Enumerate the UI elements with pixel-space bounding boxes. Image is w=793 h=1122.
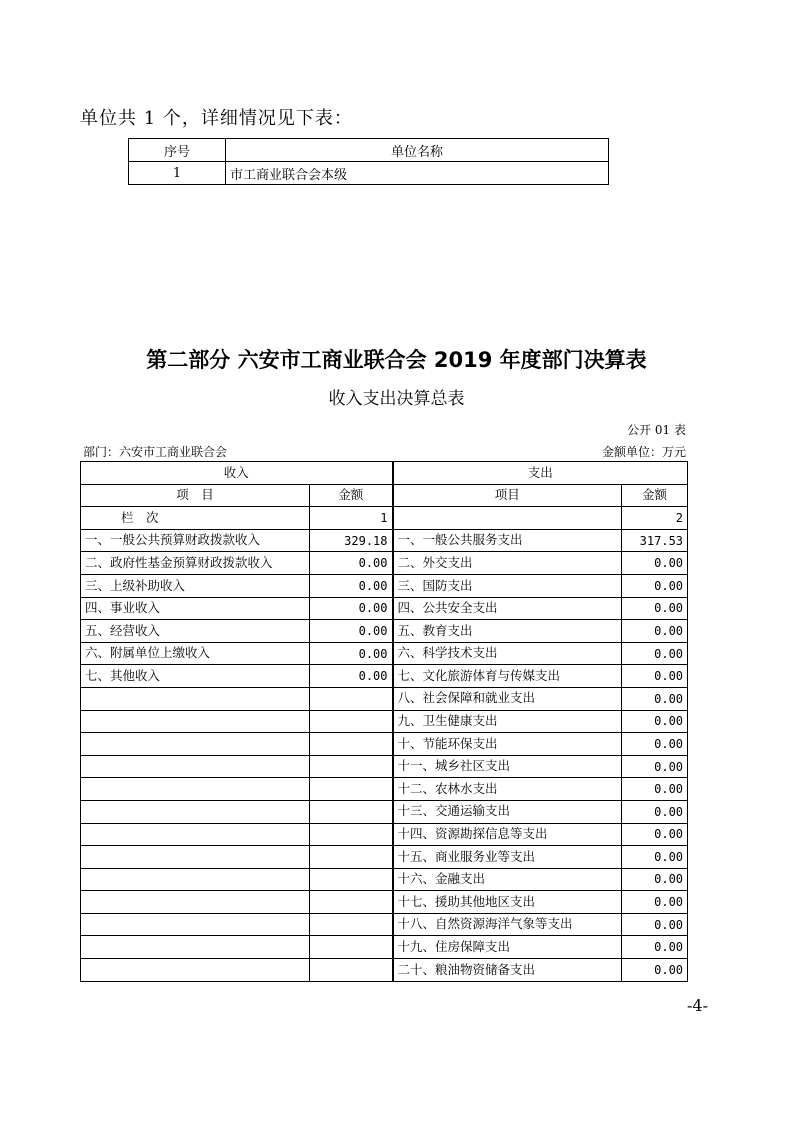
budget-row (81, 778, 688, 801)
income-amount-cell (310, 913, 393, 936)
income-item-cell (81, 823, 310, 846)
unit-index-header: 序号 (129, 139, 226, 162)
column-number-label: 栏 次 (81, 507, 310, 530)
expense-amount-cell: 0.00 (622, 755, 688, 778)
expense-item-cell: 十六、金融支出 (393, 868, 622, 891)
budget-row (81, 800, 688, 823)
expense-amount-cell: 0.00 (622, 642, 688, 665)
unit-table (128, 138, 609, 185)
income-item-cell (81, 687, 310, 710)
income-header: 收入 (81, 462, 393, 485)
expense-column-label (393, 507, 622, 530)
budget-row (81, 868, 688, 891)
budget-row (81, 552, 688, 575)
budget-row (81, 620, 688, 643)
expense-item-cell: 八、社会保障和就业支出 (393, 687, 622, 710)
budget-row (81, 823, 688, 846)
page-number: -4- (687, 996, 708, 1015)
income-amount-cell: 0.00 (310, 665, 393, 688)
income-item-cell (81, 846, 310, 869)
income-column-number: 1 (310, 507, 393, 530)
income-amount-cell (310, 800, 393, 823)
budget-row (81, 891, 688, 914)
budget-row (81, 687, 688, 710)
income-item-cell: 六、附属单位上缴收入 (81, 642, 310, 665)
income-amount-cell (310, 687, 393, 710)
expense-amount-cell: 0.00 (622, 823, 688, 846)
expense-item-cell: 二十、粮油物资储备支出 (393, 959, 622, 982)
unit-table-header-row (129, 139, 609, 162)
income-item-cell: 七、其他收入 (81, 665, 310, 688)
income-amount-cell: 329.18 (310, 529, 393, 552)
budget-column-number-row (81, 507, 688, 530)
income-amount-cell (310, 755, 393, 778)
income-amount-cell: 0.00 (310, 597, 393, 620)
expense-amount-cell: 0.00 (622, 710, 688, 733)
income-amount-cell (310, 936, 393, 959)
income-amount-cell (310, 733, 393, 756)
expense-item-cell: 十四、资源勘探信息等支出 (393, 823, 622, 846)
expense-column-number: 2 (622, 507, 688, 530)
expense-item-cell: 十二、农林水支出 (393, 778, 622, 801)
income-item-cell (81, 710, 310, 733)
expense-header: 支出 (393, 462, 688, 485)
expense-amount-cell: 0.00 (622, 778, 688, 801)
income-item-cell (81, 959, 310, 982)
income-amount-cell: 0.00 (310, 552, 393, 575)
expense-item-cell: 十、节能环保支出 (393, 733, 622, 756)
expense-item-header: 项目 (393, 484, 622, 507)
budget-group-header-row (81, 462, 688, 485)
income-item-cell (81, 778, 310, 801)
expense-item-cell: 十九、住房保障支出 (393, 936, 622, 959)
income-amount-cell (310, 710, 393, 733)
expense-item-cell: 六、科学技术支出 (393, 642, 622, 665)
expense-item-cell: 十三、交通运输支出 (393, 800, 622, 823)
expense-amount-cell: 0.00 (622, 936, 688, 959)
income-item-cell (81, 800, 310, 823)
budget-row (81, 846, 688, 869)
income-item-cell: 一、一般公共预算财政拨款收入 (81, 529, 310, 552)
table-title: 收入支出决算总表 (328, 389, 465, 409)
form-number: 公开 01 表 (627, 423, 686, 437)
income-item-cell (81, 891, 310, 914)
unit-name-header: 单位名称 (226, 139, 609, 162)
expense-amount-cell: 0.00 (622, 959, 688, 982)
expense-item-cell: 三、国防支出 (393, 574, 622, 597)
budget-row (81, 936, 688, 959)
budget-column-header-row (81, 484, 688, 507)
unit-index-cell: 1 (129, 162, 226, 185)
income-item-cell (81, 868, 310, 891)
income-amount-cell (310, 891, 393, 914)
income-item-cell (81, 936, 310, 959)
expense-item-cell: 十七、援助其他地区支出 (393, 891, 622, 914)
budget-row (81, 665, 688, 688)
income-amount-cell: 0.00 (310, 574, 393, 597)
expense-amount-cell: 0.00 (622, 665, 688, 688)
expense-item-cell: 二、外交支出 (393, 552, 622, 575)
income-item-cell (81, 755, 310, 778)
expense-amount-cell: 0.00 (622, 891, 688, 914)
income-item-cell: 五、经营收入 (81, 620, 310, 643)
budget-row (81, 529, 688, 552)
budget-row (81, 710, 688, 733)
budget-row (81, 755, 688, 778)
income-amount-cell (310, 846, 393, 869)
income-item-cell (81, 913, 310, 936)
budget-row (81, 574, 688, 597)
income-amount-cell: 0.00 (310, 620, 393, 643)
expense-item-cell: 十五、商业服务业等支出 (393, 846, 622, 869)
expense-item-cell: 七、文化旅游体育与传媒支出 (393, 665, 622, 688)
expense-item-cell: 十一、城乡社区支出 (393, 755, 622, 778)
income-amount-cell (310, 868, 393, 891)
budget-row (81, 597, 688, 620)
unit-table-row (129, 162, 609, 185)
budget-row (81, 733, 688, 756)
income-amount-cell: 0.00 (310, 642, 393, 665)
budget-table (80, 461, 688, 982)
expense-amount-cell: 0.00 (622, 800, 688, 823)
income-amount-cell (310, 778, 393, 801)
expense-amount-cell: 0.00 (622, 846, 688, 869)
expense-item-cell: 九、卫生健康支出 (393, 710, 622, 733)
budget-row (81, 642, 688, 665)
expense-amount-cell: 0.00 (622, 552, 688, 575)
income-item-header: 项 目 (81, 484, 310, 507)
income-amount-header: 金额 (310, 484, 393, 507)
expense-item-cell: 四、公共安全支出 (393, 597, 622, 620)
expense-amount-cell: 0.00 (622, 913, 688, 936)
expense-amount-header: 金额 (622, 484, 688, 507)
unit-name-cell: 市工商业联合会本级 (226, 162, 609, 185)
expense-amount-cell: 0.00 (622, 733, 688, 756)
budget-row (81, 913, 688, 936)
income-item-cell (81, 733, 310, 756)
money-unit-label: 金额单位：万元 (601, 445, 686, 459)
expense-amount-cell: 0.00 (622, 574, 688, 597)
expense-amount-cell: 0.00 (622, 597, 688, 620)
expense-item-cell: 十八、自然资源海洋气象等支出 (393, 913, 622, 936)
intro-text: 单位共 1 个，详细情况见下表： (80, 108, 353, 129)
income-item-cell: 四、事业收入 (81, 597, 310, 620)
expense-amount-cell: 0.00 (622, 620, 688, 643)
expense-amount-cell: 0.00 (622, 687, 688, 710)
income-item-cell: 三、上级补助收入 (81, 574, 310, 597)
income-item-cell: 二、政府性基金预算财政拨款收入 (81, 552, 310, 575)
income-amount-cell (310, 959, 393, 982)
income-amount-cell (310, 823, 393, 846)
expense-item-cell: 一、一般公共服务支出 (393, 529, 622, 552)
expense-amount-cell: 317.53 (622, 529, 688, 552)
department-label: 部门：六安市工商业联合会 (83, 445, 228, 459)
part-title: 第二部分 六安市工商业联合会 2019 年度部门决算表 (146, 348, 647, 372)
expense-item-cell: 五、教育支出 (393, 620, 622, 643)
budget-row (81, 959, 688, 982)
expense-amount-cell: 0.00 (622, 868, 688, 891)
